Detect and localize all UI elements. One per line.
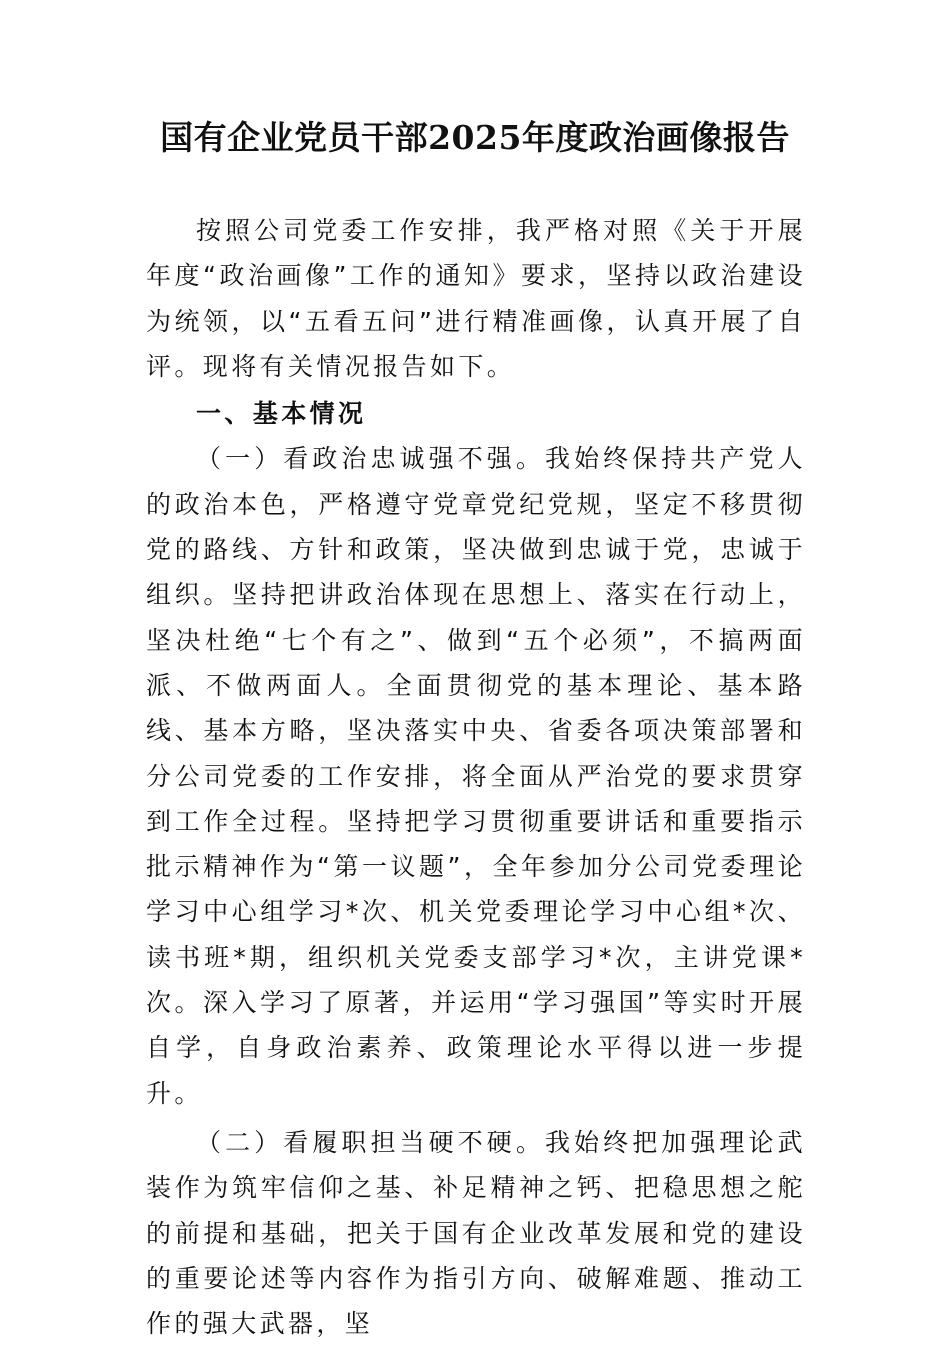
paragraph-duty-responsibility bbox=[146, 1120, 806, 1346]
paragraph-duty-responsibility-text: 我始终把加强理论武装作为筑牢信仰之基、补足精神之钙、把稳思想之舵的前提和基础，把关于国有企业改革发展和党的建设的重要论述等内容作为指引方向、破解难题、推动工作的强大武器，坚 bbox=[146, 1127, 806, 1339]
document-title: 国有企业党员干部2025年度政治画像报告 bbox=[160, 118, 790, 157]
paragraph-political-loyalty bbox=[146, 436, 806, 1115]
sub-heading-duty-responsibility: （二）看履职担当硬不硬。 bbox=[196, 1127, 545, 1157]
paragraph-political-loyalty-text: 我始终保持共产党人的政治本色，严格遵守党章党纪党规，坚定不移贯彻党的路线、方针和政策，坚决做到忠诚于党，忠诚于组织。坚持把讲政治体现在思想上、落实在行动上，坚决杜绝“七个有之”、做到“五个必须”，不搞两面派、不做两面人。全面贯彻党的基本理论、基本路线、基本方略，坚决落实中央、省委各项决策部署和分公司党委的工作安排，将全面从严治党的要求贯穿到工作全过程。坚持把学习贯彻重要讲话和重要指示批示精神作为“第一议题”，全年参加分公司党委理论学习中心组学习*次、机关党委理论学习中心组*次、读书班*期，组织机关党委支部学习*次，主讲党课*次。深入学习了原著，并运用“学习强国”等实时开展自学，自身政治素养、政策理论水平得以进一步提升。 bbox=[146, 444, 806, 1108]
document-body bbox=[146, 208, 806, 1346]
sub-heading-political-loyalty: （一）看政治忠诚强不强。 bbox=[196, 444, 545, 474]
intro-paragraph: 按照公司党委工作安排，我严格对照《关于开展年度“政治画像”工作的通知》要求，坚持以政治建设为统领，以“五看五问”进行精准画像，认真开展了自评。现将有关情况报告如下。 bbox=[146, 216, 806, 381]
section-heading-basic-situation: 一、基本情况 bbox=[196, 399, 367, 429]
